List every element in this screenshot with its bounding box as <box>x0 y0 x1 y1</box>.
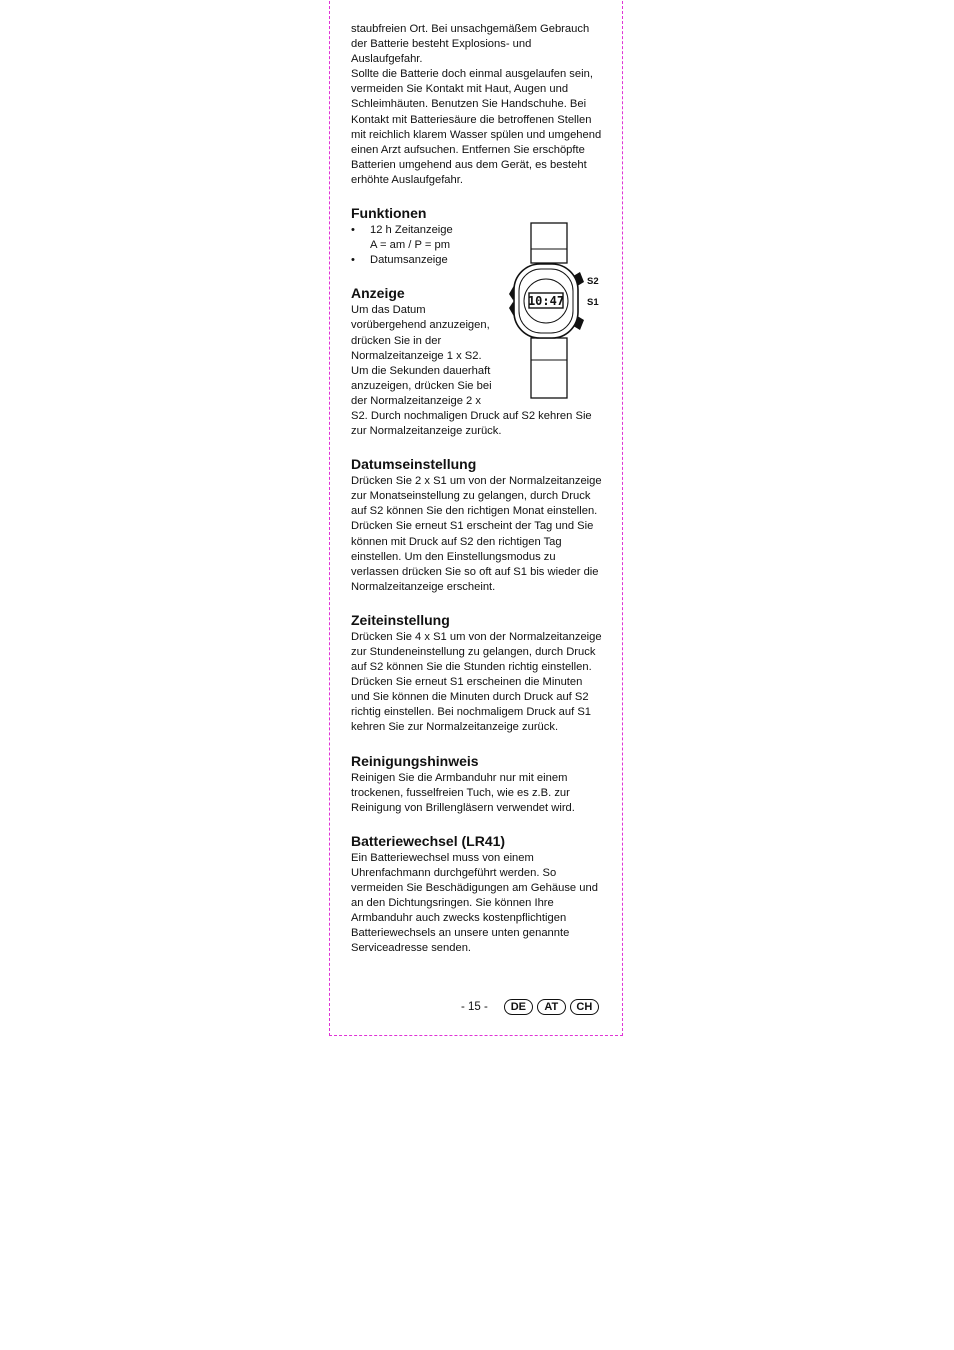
heading-zeiteinstellung: Zeiteinstellung <box>351 611 450 628</box>
watch-strap-top <box>531 223 567 263</box>
country-badge-ch: CH <box>570 999 599 1015</box>
heading-anzeige: Anzeige <box>351 285 405 302</box>
watch-illustration <box>504 222 604 400</box>
reinigung-text: Reinigen Sie die Armbanduhr nur mit einem trockenen, fusselfreien Tuch, wie es z.B. zur Reinigung von Brillengläsern verwendet wird. <box>351 771 575 814</box>
heading-datumseinstellung: Datumseinstellung <box>351 456 477 473</box>
heading-batteriewechsel: Batteriewechsel (LR41) <box>351 832 506 849</box>
watch-label-s2: S2 <box>587 276 599 287</box>
heading-reinigungshinweis: Reinigungshinweis <box>351 752 479 769</box>
zeiteinstellung-text: Drücken Sie 4 x S1 um von der Normalzeitanzeige zur Stundeneinstellung zu gelangen, durch Druck auf S2 können Sie die Stunden richtig einstellen. Drücken Sie erneut S1 erscheinen die Minuten und Sie können die Minuten durch Druck auf S2 richtig einstellen. Bei nochmaligem Druck auf S1 kehren Sie zur Normalzeitanzeige zurück. <box>351 630 602 734</box>
list-item-line: Datumsanzeige <box>370 254 448 267</box>
watch-display-time: 10:47 <box>527 294 565 308</box>
watch-strap-bottom <box>531 338 567 398</box>
watch-label-s1: S1 <box>587 297 599 308</box>
page-footer <box>461 997 599 1017</box>
country-badge-de: DE <box>504 999 533 1015</box>
country-badge-at: AT <box>537 999 566 1015</box>
list-item-line: A = am / P = pm <box>370 239 451 252</box>
anzeige-text-narrow: Um das Datum vorübergehend anzuzeigen, drücken Sie in der Normalzeitanzeige 1 x S2. Um die Sekunden dauerhaft anzuzeigen, drücken Sie bei der Normalzeitanzeige 2 x <box>351 304 492 407</box>
anzeige-text-full: S2. Durch nochmaligen Druck auf S2 kehren Sie zur Normalzeitanzeige zurück. <box>351 409 592 438</box>
datumseinstellung-text: Drücken Sie 2 x S1 um von der Normalzeitanzeige zur Monatseinstellung zu gelangen, durch Druck auf S2 können Sie den richtigen Monat einstellen. Drücken Sie erneut S1 erscheint der Tag und Sie können mit Druck auf S2 den richtigen Tag einstellen. Um den Einstellungsmodus zu verlassen drücken Sie so oft auf S1 bis wieder die Normalzeitanzeige erscheint. <box>351 475 602 593</box>
page-number: - 15 - <box>461 1001 488 1013</box>
heading-funktionen: Funktionen <box>351 205 427 222</box>
list-item-line: 12 h Zeitanzeige <box>370 224 453 237</box>
intro-paragraph-1: staubfreien Ort. Bei unsachgemäßem Gebrauch der Batterie besteht Explosions- und Auslaufgefahr. <box>351 23 590 66</box>
page-content <box>351 22 603 957</box>
intro-paragraph-2: Sollte die Batterie doch einmal ausgelaufen sein, vermeiden Sie Kontakt mit Haut, Augen und Schleimhäuten. Benutzen Sie Handschuhe. Bei Kontakt mit Batteriesäure die betroffenen Stellen mit reichlich klarem Wasser spülen und umgehend einen Arzt aufsuchen. Entfernen Sie erschöpfte Batterien umgehend aus dem Gerät, es besteht erhöhte Auslaufgefahr. <box>351 68 602 186</box>
batteriewechsel-text: Ein Batteriewechsel muss von einem Uhrenfachmann durchgeführt werden. So vermeiden Sie Beschädigungen am Gehäuse und an den Dichtungsringen. Sie können Ihre Armbanduhr auch zwecks kostenpflichtigen Batteriewechsels an unsere unten genannte Serviceadresse senden. <box>351 851 598 955</box>
